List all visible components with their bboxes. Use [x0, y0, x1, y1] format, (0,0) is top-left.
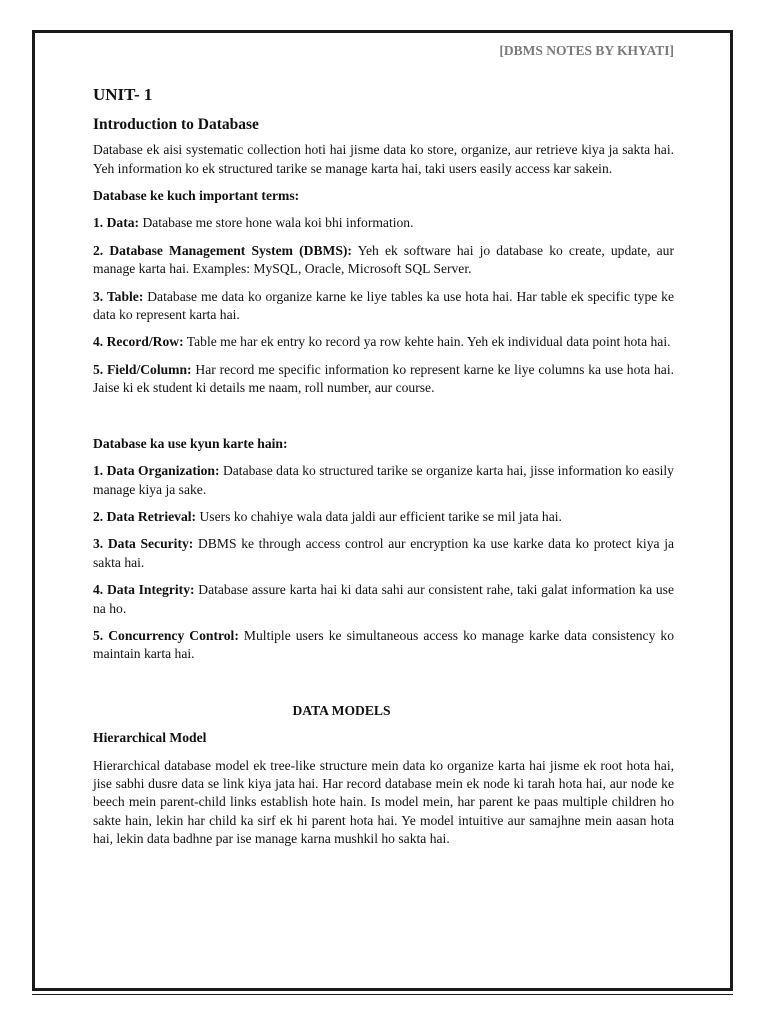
- terms-heading: Database ke kuch important terms:: [93, 188, 300, 204]
- use-text: DBMS ke through access control aur encryption ka use karke data ko protect kiya ja sakta hai.: [93, 536, 675, 570]
- term-item: [93, 333, 674, 351]
- document-body: [93, 40, 674, 849]
- term-item: [93, 242, 674, 279]
- term-label: 1. Data:: [93, 215, 140, 231]
- term-text: Database me store hone wala koi bhi information.: [139, 215, 414, 231]
- hierarchical-model-paragraph: Hierarchical database model ek tree-like structure mein data ko organize karta hai jisme ek root hota hai, jise sabhi dusre data se link kiya jata hai. Har record database mein ek node ki tarah hota hai, aur node ke beech mein parent-child links establish hote hain. Is model mein, har parent ke paas multiple children ho sakte hain, lekin har child ka sirf ek hi parent hota hai. Ye model intuitive aur samajhne mein aasan hota hai, lekin data badhne par ise manage karna mushkil ho sakta hai.: [93, 757, 674, 847]
- use-label: 2. Data Retrieval:: [93, 508, 197, 524]
- uses-heading: Database ka use kyun karte hain:: [93, 435, 288, 451]
- term-item: [93, 214, 674, 232]
- use-item: [93, 627, 674, 664]
- use-text: Users ko chahiye wala data jaldi aur efficient tarike se mil jata hai.: [196, 508, 562, 524]
- term-label: 3. Table:: [93, 288, 144, 304]
- term-label: 5. Field/Column:: [93, 361, 192, 377]
- use-text: Database assure karta hai ki data sahi aur consistent rahe, taki galat information ka use na ho.: [93, 582, 674, 616]
- hierarchical-model-heading: Hierarchical Model: [93, 730, 207, 746]
- use-text: Multiple users ke simultaneous access ko manage karke data consistency ko maintain karta hai.: [93, 627, 674, 662]
- term-text: Table me har ek entry ko record ya row kehte hain. Yeh ek individual data point hota hai.: [183, 334, 671, 350]
- use-item: [93, 508, 674, 526]
- use-text: Database data ko structured tarike se organize karta hai, jisse information ko easily manage kiya ja sake.: [93, 463, 674, 497]
- use-label: 3. Data Security:: [93, 536, 194, 552]
- header-note: [DBMS NOTES BY KHYATI]: [499, 43, 674, 58]
- use-item: [93, 535, 674, 572]
- term-item: [93, 361, 674, 398]
- use-label: 1. Data Organization:: [93, 463, 220, 479]
- data-models-heading: DATA MODELS: [292, 702, 391, 718]
- use-item: [93, 581, 674, 618]
- use-item: [93, 462, 674, 499]
- use-label: 5. Concurrency Control:: [93, 627, 239, 643]
- use-label: 4. Data Integrity:: [93, 582, 195, 598]
- term-text: Yeh ek software hai jo database ko create, update, aur manage karta hai. Examples: MySQL, Oracle, Microsoft SQL Server.: [93, 242, 674, 277]
- intro-paragraph: Database ek aisi systematic collection hoti hai jisme data ko store, organize, aur retrieve kiya ja sakta hai. Yeh information ko ek structured tarike se manage karta hai, taki users easily access kar sakein.: [93, 142, 674, 176]
- unit-title: UNIT- 1: [93, 85, 153, 105]
- term-label: 4. Record/Row:: [93, 334, 184, 350]
- term-text: Database me data ko organize karne ke liye tables ka use hota hai. Har table ek specific type ke data ko represent karta hai.: [93, 288, 674, 323]
- term-item: [93, 288, 674, 325]
- intro-heading: Introduction to Database: [93, 115, 259, 133]
- term-text: Har record me specific information ko represent karne ke liye columns ka use hota hai. Jaise ki ek student ki details me naam, roll number, aur course.: [93, 361, 675, 396]
- term-label: 2. Database Management System (DBMS):: [93, 242, 352, 258]
